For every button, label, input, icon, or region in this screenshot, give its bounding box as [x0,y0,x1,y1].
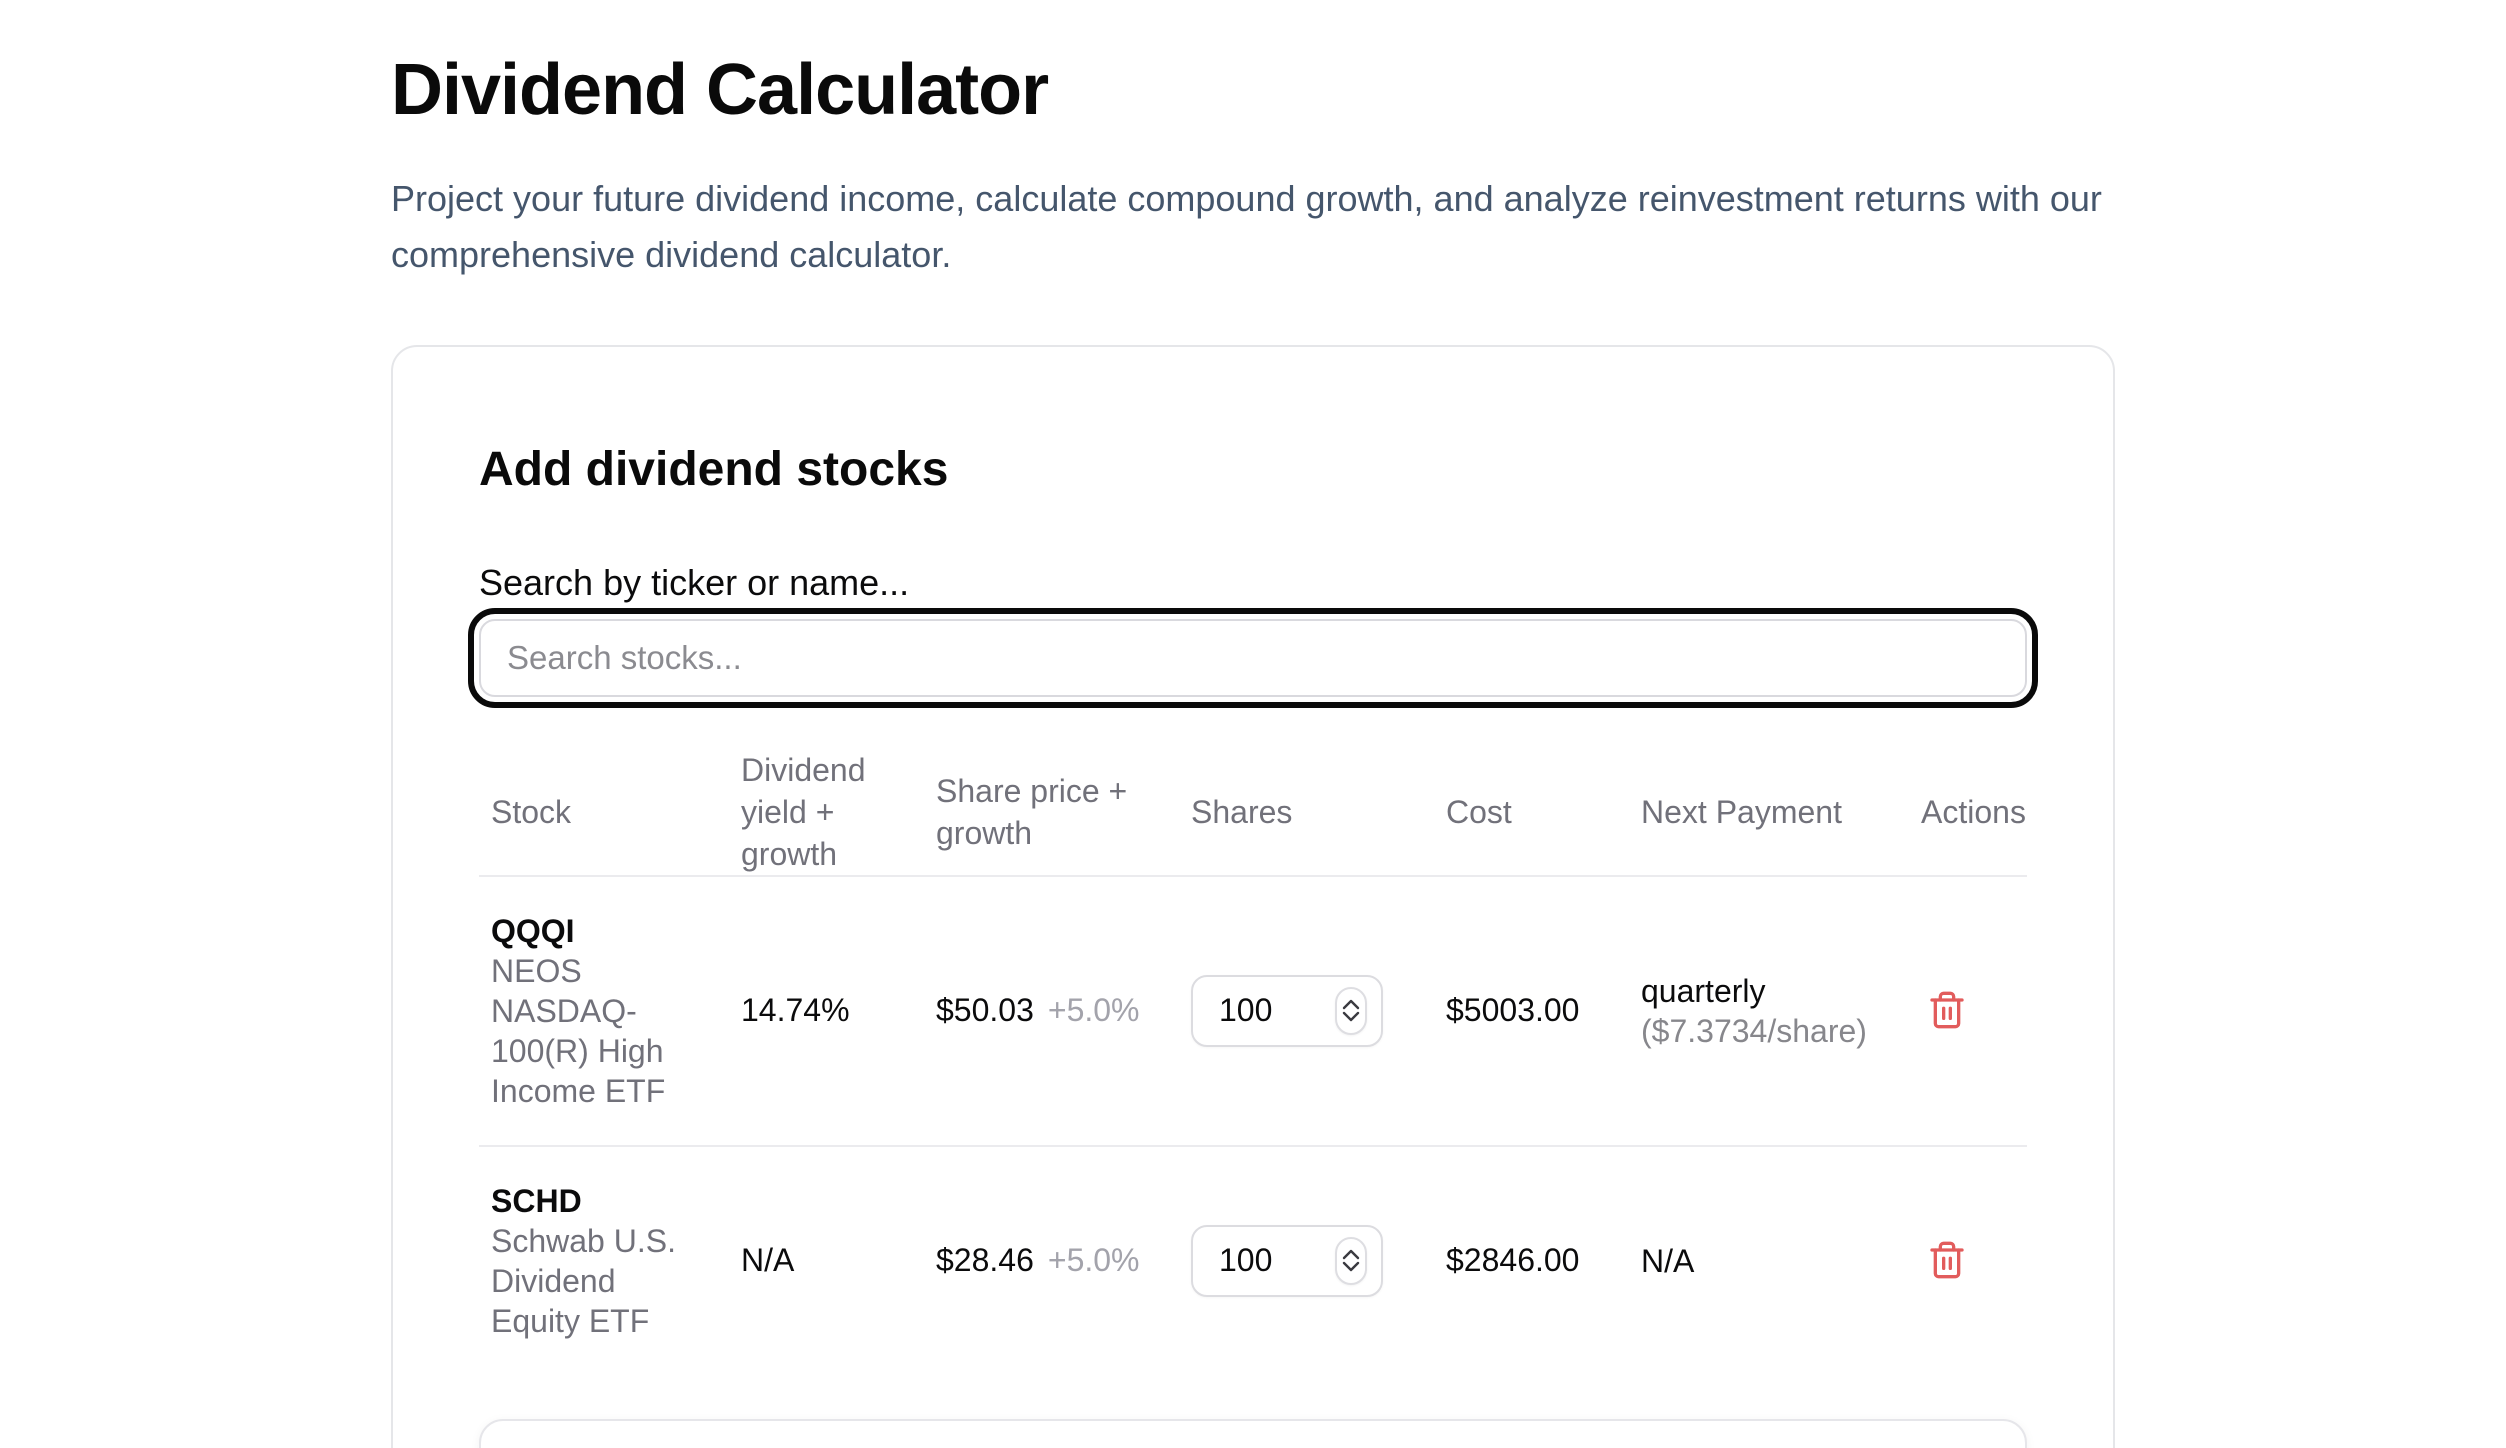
shares-input-group [1191,975,1383,1047]
search-input[interactable] [479,619,2027,697]
shares-cell [1179,1225,1434,1297]
next-payment-frequency: N/A [1641,1242,1695,1279]
dividend-yield-cell: 14.74% [741,992,850,1029]
delete-stock-button[interactable] [1921,1234,1973,1286]
stock-cell [479,911,729,1111]
col-header-cost: Cost [1446,793,1512,830]
cost-cell: $5003.00 [1446,992,1580,1029]
next-payment-cell [1629,971,1909,1051]
delete-stock-button[interactable] [1921,984,1973,1036]
table-header-row [479,749,2027,877]
trash-icon [1927,990,1967,1030]
share-price: $50.03 [936,992,1034,1029]
next-payment-cell [1629,1241,1909,1281]
dividend-yield-cell: N/A [741,1242,795,1279]
page-subtitle: Project your future dividend income, calculate compound growth, and analyze reinvestment returns with our comprehensive dividend calculator. [391,177,2102,275]
actions-cell [1909,984,2029,1038]
table-row [479,877,2027,1147]
stock-name: NEOS NASDAQ-100(R) High Income ETF [491,952,666,1109]
share-price-cell [924,992,1179,1029]
shares-stepper[interactable] [1335,1237,1367,1285]
shares-stepper[interactable] [1335,987,1367,1035]
col-header-shares: Shares [1191,793,1293,830]
col-header-next-payment: Next Payment [1641,793,1842,830]
add-stocks-heading: Add dividend stocks [479,442,949,496]
shares-input-group [1191,1225,1383,1297]
trash-icon [1927,1240,1967,1280]
next-payment-per-share: ($7.3734/share) [1641,1012,1867,1049]
actions-cell [1909,1234,2029,1288]
shares-cell [1179,975,1434,1047]
stocks-table [479,749,2027,1375]
next-payment-frequency: quarterly [1641,972,1766,1009]
table-row [479,1147,2027,1375]
page-container [391,0,2115,1448]
chevron-down-icon[interactable] [1342,1261,1360,1272]
share-price: $28.46 [936,1242,1034,1279]
share-price-cell [924,1242,1179,1279]
col-header-stock: Stock [491,793,572,830]
chevron-up-icon[interactable] [1342,999,1360,1010]
price-growth: +5.0% [1047,992,1140,1029]
chevron-up-icon[interactable] [1342,1249,1360,1260]
col-header-dividend-yield: Dividend yield + growth [741,751,866,872]
summary-card [479,1419,2027,1448]
page-title: Dividend Calculator [391,50,1049,130]
chevron-down-icon[interactable] [1342,1011,1360,1022]
stock-name: Schwab U.S. Dividend Equity ETF [491,1222,676,1339]
stock-ticker: QQQI [491,912,575,949]
col-header-share-price: Share price + growth [936,772,1128,851]
price-growth: +5.0% [1047,1242,1140,1279]
cost-cell: $2846.00 [1446,1242,1580,1279]
col-header-actions: Actions [1921,793,2026,830]
stock-ticker: SCHD [491,1182,582,1219]
add-stocks-card [391,345,2115,1448]
stock-cell [479,1181,729,1341]
search-label: Search by ticker or name... [479,561,910,603]
